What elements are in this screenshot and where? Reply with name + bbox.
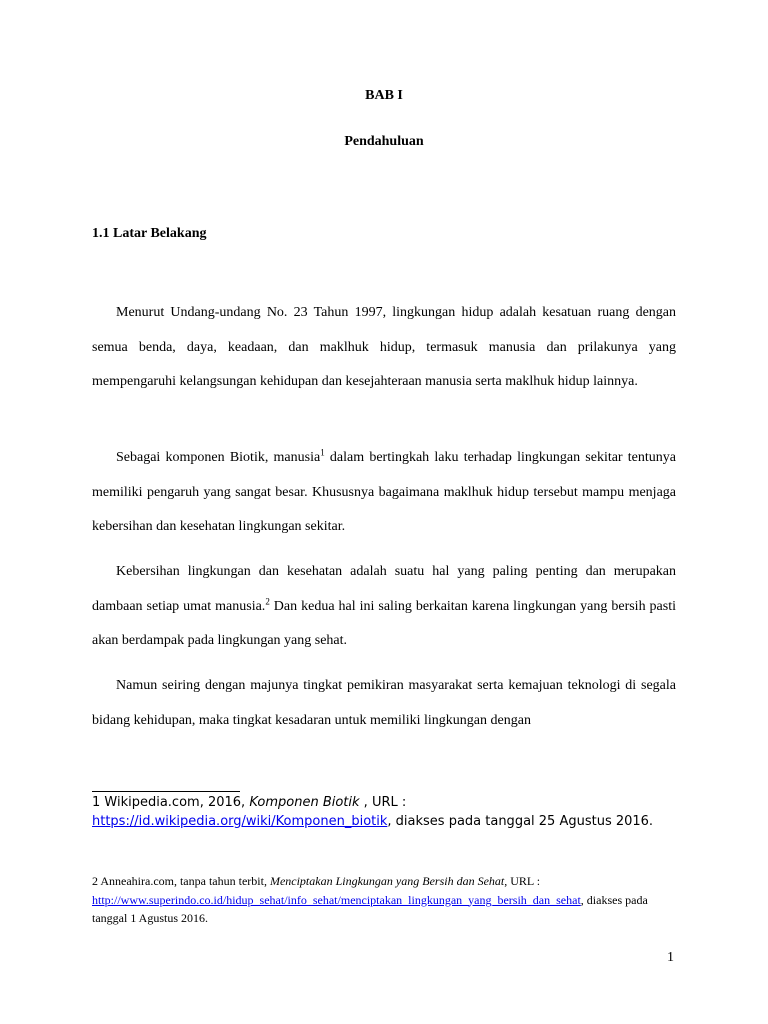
page-number: 1 (667, 950, 674, 965)
footnote-ref-2[interactable]: 2 (265, 595, 270, 606)
paragraph-2 (92, 441, 676, 545)
paragraph-2-text-start: Sebagai komponen Biotik, manusia (116, 450, 321, 465)
footnote-2 (92, 872, 682, 928)
footnote-1-prefix: 1 Wikipedia.com, 2016, (92, 795, 250, 810)
footnote-2-title: Menciptakan Lingkungan yang Bersih dan Sehat (269, 874, 505, 888)
paragraph-3 (92, 555, 676, 659)
paragraph-4: Namun seiring dengan majunya tingkat pemikiran masyarakat serta kemajuan teknologi di segala bidang kehidupan, maka tingkat kesadaran untuk memiliki lingkungan dengan (92, 678, 676, 728)
paragraph-3-text-start: Kebersihan lingkungan dan kesehatan adalah suatu hal yang paling penting dan merupakan dambaan setiap umat manusia. (92, 564, 676, 614)
paragraph-3-text-end: Dan kedua hal ini saling berkaitan karena lingkungan yang bersih pasti akan berdampak pada lingkungan yang sehat. (92, 598, 677, 648)
footnote-1-title: Komponen Biotik (249, 795, 360, 810)
footnote-separator (92, 791, 240, 792)
footnote-2-link[interactable]: http://www.superindo.co.id/hidup_sehat/info_sehat/menciptakan_lingkungan_yang_bersih_dan_sehat (92, 892, 581, 907)
chapter-subtitle: Pendahuluan (344, 134, 424, 149)
footnote-1-mid: , URL : (359, 795, 407, 810)
paragraph-1: Menurut Undang-undang No. 23 Tahun 1997, lingkungan hidup adalah kesatuan ruang dengan semua benda, daya, keadaan, dan maklhuk hidup, termasuk manusia dan prilakunya yang mempengaruhi kelangsungan kehidupan dan kesejahteraan manusia serta maklhuk hidup lainnya. (92, 305, 676, 389)
footnote-2-suffix: , diakses pada tanggal 1 Agustus 2016. (92, 892, 648, 925)
footnote-1-suffix: , diakses pada tanggal 25 Agustus 2016. (387, 813, 654, 829)
footnote-2-prefix: 2 Anneahira.com, tanpa tahun terbit, (92, 874, 270, 888)
footnote-ref-1[interactable]: 1 (320, 447, 325, 458)
paragraph-2-text-end: dalam bertingkah laku terhadap lingkungan sekitar tentunya memiliki pengaruh yang sangat besar. Khususnya bagaimana maklhuk hidup tersebut mampu menjaga kebersihan dan kesehatan lingkungan sekitar. (92, 450, 677, 534)
section-heading: 1.1 Latar Belakang (92, 226, 207, 241)
footnote-1-link[interactable]: https://id.wikipedia.org/wiki/Komponen_biotik (92, 813, 388, 829)
footnote-2-mid: , URL : (504, 874, 541, 888)
footnote-1 (92, 794, 682, 831)
chapter-title: BAB I (365, 88, 403, 103)
